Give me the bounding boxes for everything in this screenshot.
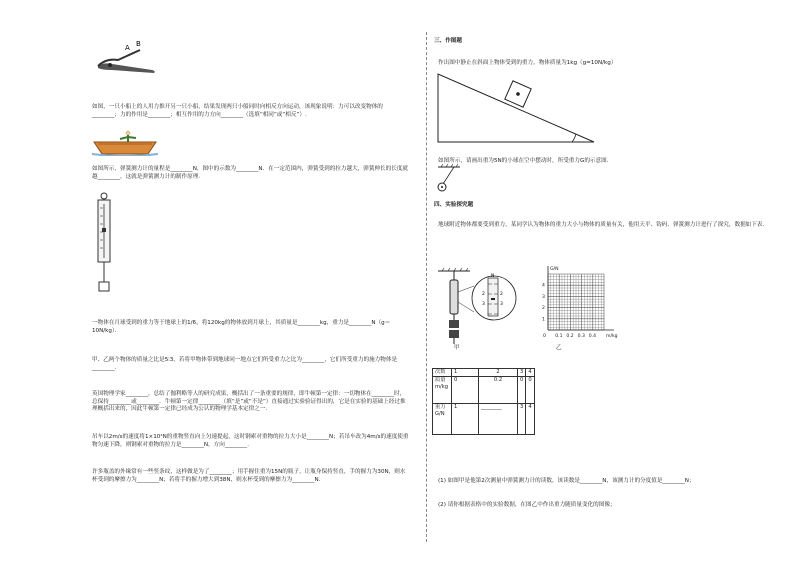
svg-text:N: N xyxy=(491,274,495,279)
pliers-figure xyxy=(92,40,162,76)
table-cell: 0.2 xyxy=(479,377,518,404)
experiment-intro: 地球附近物体都要受到重力，某同学认为物体的重力大小与物体的质量有关，他用天平、钩码、弹簧测力计进行了探究，数据如下表. xyxy=(438,222,765,228)
table-cell: 1 xyxy=(452,404,479,435)
x-tick-label: 0.3 xyxy=(577,334,585,339)
boat-figure xyxy=(92,130,158,156)
question-boats: 如图，一只小船上的人用力推开另一只小船，结果发现两只小船同时向相反方向运动，该现象说明：力可以改变物体的________；力的作用是________；相互作用的力方向________（选填“相同”或“相反”）. xyxy=(92,104,383,118)
section-3-heading: 三、作图题 xyxy=(434,38,462,44)
x-axis-label: m/kg xyxy=(606,334,618,339)
table-cell: 3 xyxy=(518,369,526,377)
svg-text:A: A xyxy=(125,44,130,52)
column-divider xyxy=(426,32,427,542)
apparatus-figure-jia xyxy=(436,268,532,356)
table-row xyxy=(433,377,535,404)
incline-figure xyxy=(436,72,596,144)
question-moon-weight: 一物体在月球受到的重力等于地球上的1/6，将120kg的物体放到月球上，其质量是________kg，重力是________N（g＝10N/kg）． xyxy=(92,320,391,334)
label-jia: 甲 xyxy=(454,345,460,351)
table-cell: 4 xyxy=(526,404,534,435)
x-tick-label: 0.4 xyxy=(588,334,597,339)
question-spring-scale: 如图所示，弹簧测力计的量程是________N，图中的示数为________N．在一定范围内，弹簧受到的拉力越大，弹簧伸长的长度就越________，这就是弹簧测力计的制作原理. xyxy=(92,166,409,180)
pendulum-figure xyxy=(434,164,464,194)
data-table xyxy=(432,368,535,435)
table-cell: 1 xyxy=(452,369,479,377)
draw-question-incline: 作出图中静止在斜面上物体受到的重力，物体质量为1kg（g=10N/kg） xyxy=(438,60,617,66)
table-cell: 0 xyxy=(526,377,534,404)
table-header-count: 次数 xyxy=(433,369,452,377)
table-header-weight: 重力G/N xyxy=(433,404,452,435)
x-tick-label: 0.2 xyxy=(566,334,574,339)
x-tick-label: 0.1 xyxy=(555,334,563,339)
sub-question-1: (1) 如图甲是他第2次测量中弹簧测力计的读数，该读数是________N，该测力计的分度值是________N； xyxy=(438,478,695,484)
table-cell: 0 xyxy=(452,377,479,404)
y-tick-label: 1 xyxy=(542,317,545,323)
grid-chart-yi xyxy=(534,262,624,342)
sub-question-2: (2) 请你根据表格中的实验数据，在图乙中作出重力随质量变化的图像； xyxy=(438,502,616,508)
table-cell: 3 xyxy=(518,404,526,435)
table-cell: 2 xyxy=(479,369,518,377)
draw-question-pendulum: 如图所示，请画出重为5N的小球在空中摆动时，所受重力G的示意图. xyxy=(438,158,609,164)
table-row xyxy=(433,369,535,377)
table-cell: ________ xyxy=(479,404,518,435)
table-cell: 0 xyxy=(518,377,526,404)
question-crane: 吊车以2m/s的速度将1×10⁴N的重物竖直向上匀速提起，这时钢索对重物的拉力大小是________N；若吊车改为4m/s的速度使重物匀速下降，则钢索对重物的拉力是________N，方向________. xyxy=(92,434,409,448)
question-newton-law: 英国物理学家________，总结了伽利略等人的研究成果，概括出了一条重要的规律，即牛顿第一定律：一切物体在________时，总保持________或________．牛顿第一定律________（填“是”或“不是”）直接通过实验验证得出的，它是在实验的基础上经过推理概括出来的，因此牛顿第一定律已经成为公认的物理学基本定律之一. xyxy=(92,391,406,413)
label-yi: 乙 xyxy=(556,345,562,351)
svg-text:2: 2 xyxy=(482,292,485,297)
svg-text:B: B xyxy=(136,40,141,48)
spring-scale-figure xyxy=(92,192,116,298)
y-axis-label: G/N xyxy=(550,267,559,272)
y-tick-label: 3 xyxy=(542,294,545,300)
y-tick-label: 2 xyxy=(542,306,545,312)
table-cell: 4 xyxy=(526,369,534,377)
svg-text:3: 3 xyxy=(482,302,485,307)
table-row xyxy=(433,404,535,435)
origin-label: 0 xyxy=(543,334,546,339)
question-mass-ratio: 甲、乙两个物体的质量之比是5∶3，若将甲物体带到地球同一地点它们所受重力之比为________，它们所受重力的施力物体是________. xyxy=(92,357,398,371)
question-bottle-cap: 许多瓶盖的外缘常有一些竖条纹，这样做是为了________；用手握住重为15N的瓶子，让瓶身保持竖直，手的握力为30N，则水杯受到的摩擦力为________N；若将手的握力增大到38N，则水杯受到的摩擦力为________N. xyxy=(92,469,406,483)
table-header-mass: 质量m/kg xyxy=(433,377,452,404)
svg-text:3: 3 xyxy=(500,302,503,307)
y-tick-label: 4 xyxy=(542,283,545,289)
svg-text:2: 2 xyxy=(500,292,503,297)
section-4-heading: 四、实验探究题 xyxy=(434,202,474,208)
